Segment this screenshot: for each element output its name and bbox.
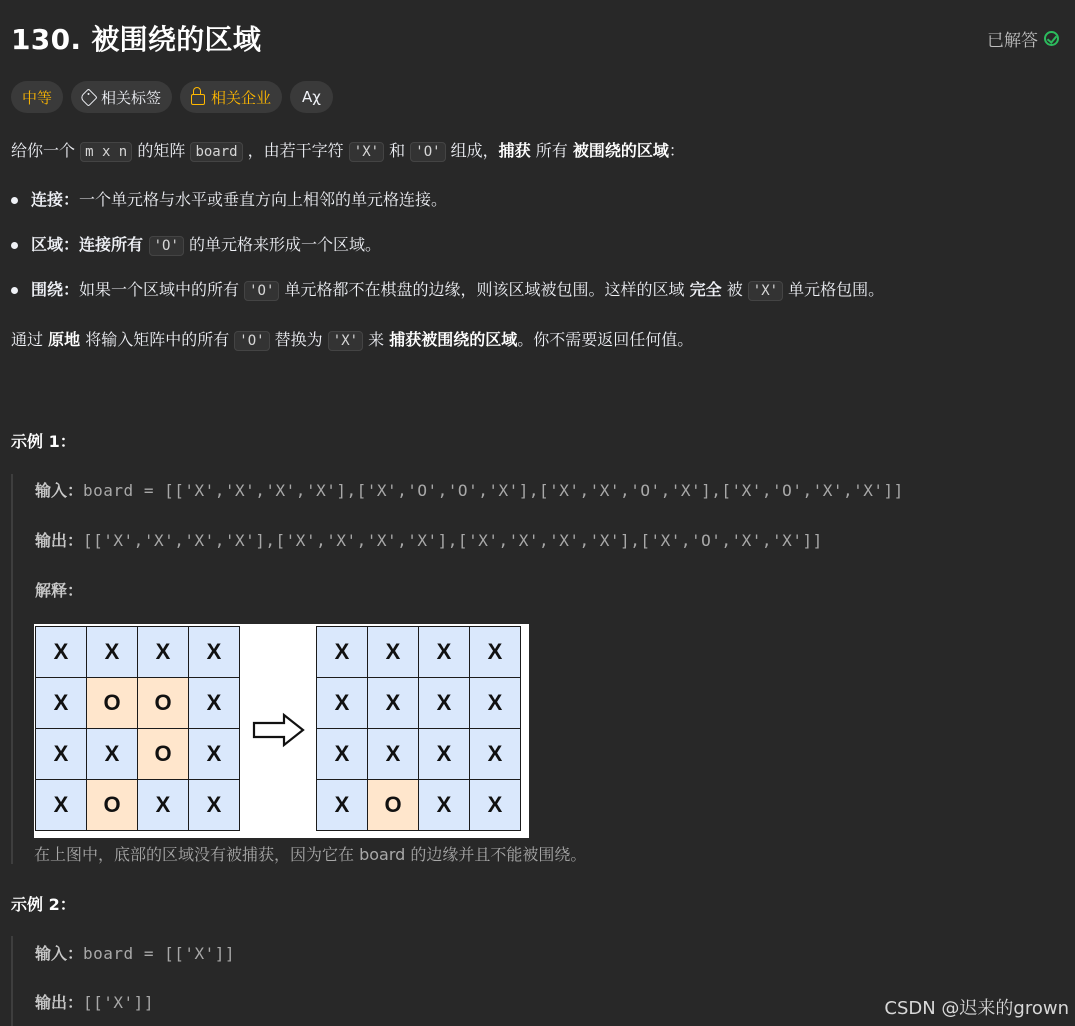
related-tags-label: 相关标签 [101, 88, 162, 107]
board-cell: X [36, 729, 87, 780]
output-value: [['X']] [83, 993, 154, 1012]
code-inline: m x n [80, 142, 132, 162]
explain-label: 解释： [35, 581, 84, 600]
bullet-dot [11, 287, 18, 294]
code-inline: 'O' [234, 331, 269, 351]
bullet-region [11, 233, 381, 258]
board-cell: X [36, 780, 87, 831]
watermark: CSDN @迟来的grown [884, 998, 1069, 1019]
board-cell: X [87, 729, 138, 780]
text: 的单元格来形成一个区域。 [183, 235, 381, 254]
board-cell: X [368, 678, 419, 729]
text: 单元格都不在棋盘的边缘，则该区域被包围。这样的区域 [279, 280, 690, 299]
bold-text: 区域： [31, 235, 80, 254]
board-cell: X [189, 627, 240, 678]
board-cell: X [189, 729, 240, 780]
output-label: 输出： [35, 993, 84, 1012]
code-inline: 'X' [328, 331, 363, 351]
input-label: 输入： [35, 944, 84, 963]
bold-text: 连接所有 [79, 235, 149, 254]
board-cell: X [317, 729, 368, 780]
board-cell: O [138, 729, 189, 780]
board-cell: X [419, 780, 470, 831]
text: 来 [363, 330, 390, 349]
input-label: 输入： [35, 481, 84, 500]
tag-icon [79, 88, 97, 106]
lock-icon [191, 94, 205, 105]
example-2-output [35, 990, 154, 1013]
text: 将输入矩阵中的所有 [80, 330, 235, 349]
input-value: board = [['X']] [83, 944, 236, 963]
board-cell: X [470, 780, 521, 831]
text: 通过 [11, 330, 49, 349]
board-cell: X [87, 627, 138, 678]
board-cell: X [470, 678, 521, 729]
board-cell: X [317, 627, 368, 678]
tag-bar [11, 81, 333, 113]
board-after-grid [316, 626, 521, 831]
text: 的矩阵 [132, 141, 191, 160]
board-cell: X [419, 627, 470, 678]
bullet-surround [11, 278, 884, 303]
code-inline: board [190, 142, 242, 162]
arrow-right-icon [252, 712, 306, 748]
related-companies-label: 相关企业 [211, 88, 272, 107]
bold-text: 围绕： [31, 280, 80, 299]
board-cell: X [317, 678, 368, 729]
board-cell: X [419, 729, 470, 780]
solved-label: 已解答 [987, 31, 1038, 51]
problem-title: 130. 被围绕的区域 [11, 23, 262, 56]
bullet-connect [11, 188, 447, 212]
text: 给你一个 [11, 141, 81, 160]
code-inline: 'O' [244, 281, 279, 301]
input-value: board = [['X','X','X','X'],['X','O','O','X'],['X','X','O','X'],['X','O','X','X']] [83, 481, 904, 500]
bold-text: 连接： [31, 190, 80, 209]
board-cell: O [368, 780, 419, 831]
example-2-input [35, 941, 235, 964]
text: ，由若干字符 [242, 141, 349, 160]
bold-text: 被围绕的区域 [572, 141, 669, 160]
example-2-heading: 示例 2： [11, 895, 76, 914]
description-intro [11, 139, 685, 164]
translate-button[interactable]: Aχ [290, 81, 333, 113]
bold-text: 捕获被围绕的区域 [389, 330, 518, 349]
solved-status [987, 26, 1059, 51]
example-1-explain [35, 578, 83, 601]
text: 一个单元格与水平或垂直方向上相邻的单元格连接。 [79, 190, 448, 209]
example-1-heading: 示例 1： [11, 432, 76, 451]
code-inline: 'O' [410, 142, 445, 162]
text: 所有 [530, 141, 573, 160]
text: 替换为 [269, 330, 328, 349]
board-cell: O [138, 678, 189, 729]
code-inline: 'X' [748, 281, 783, 301]
example-1-input [35, 478, 904, 501]
board-cell: X [470, 729, 521, 780]
board-cell: X [36, 678, 87, 729]
text: 组成， [445, 141, 499, 160]
output-label: 输出： [35, 531, 84, 550]
code-inline: 'X' [349, 142, 384, 162]
board-cell: X [36, 627, 87, 678]
board-cell: O [87, 678, 138, 729]
board-cell: X [368, 729, 419, 780]
text: 如果一个区域中的所有 [79, 280, 245, 299]
board-cell: X [368, 627, 419, 678]
example-1-caption: 在上图中，底部的区域没有被捕获，因为它在 board 的边缘并且不能被围绕。 [34, 845, 587, 864]
difficulty-badge: 中等 [11, 81, 63, 113]
check-circle-icon [1044, 31, 1059, 46]
board-cell: X [138, 627, 189, 678]
text: 和 [384, 141, 411, 160]
related-tags-button[interactable] [71, 81, 172, 113]
board-cell: O [87, 780, 138, 831]
example-1-output [35, 528, 823, 551]
description-instruction [11, 328, 693, 353]
code-inline: 'O' [149, 236, 184, 256]
bold-text: 捕获 [498, 141, 531, 160]
related-companies-button[interactable] [180, 81, 282, 113]
board-before-grid [35, 626, 240, 831]
bullet-dot [11, 242, 18, 249]
bold-text: 完全 [689, 280, 722, 299]
board-cell: X [138, 780, 189, 831]
bullet-dot [11, 197, 18, 204]
board-cell: X [189, 678, 240, 729]
bold-text: 原地 [48, 330, 81, 349]
text: ： [668, 141, 685, 160]
example-1-figure [34, 624, 529, 838]
text: 被 [721, 280, 748, 299]
text: 。你不需要返回任何值。 [517, 330, 694, 349]
board-cell: X [419, 678, 470, 729]
text: 单元格包围。 [783, 280, 885, 299]
board-cell: X [317, 780, 368, 831]
board-cell: X [189, 780, 240, 831]
board-cell: X [470, 627, 521, 678]
output-value: [['X','X','X','X'],['X','X','X','X'],['X','X','X','X'],['X','O','X','X']] [83, 531, 823, 550]
